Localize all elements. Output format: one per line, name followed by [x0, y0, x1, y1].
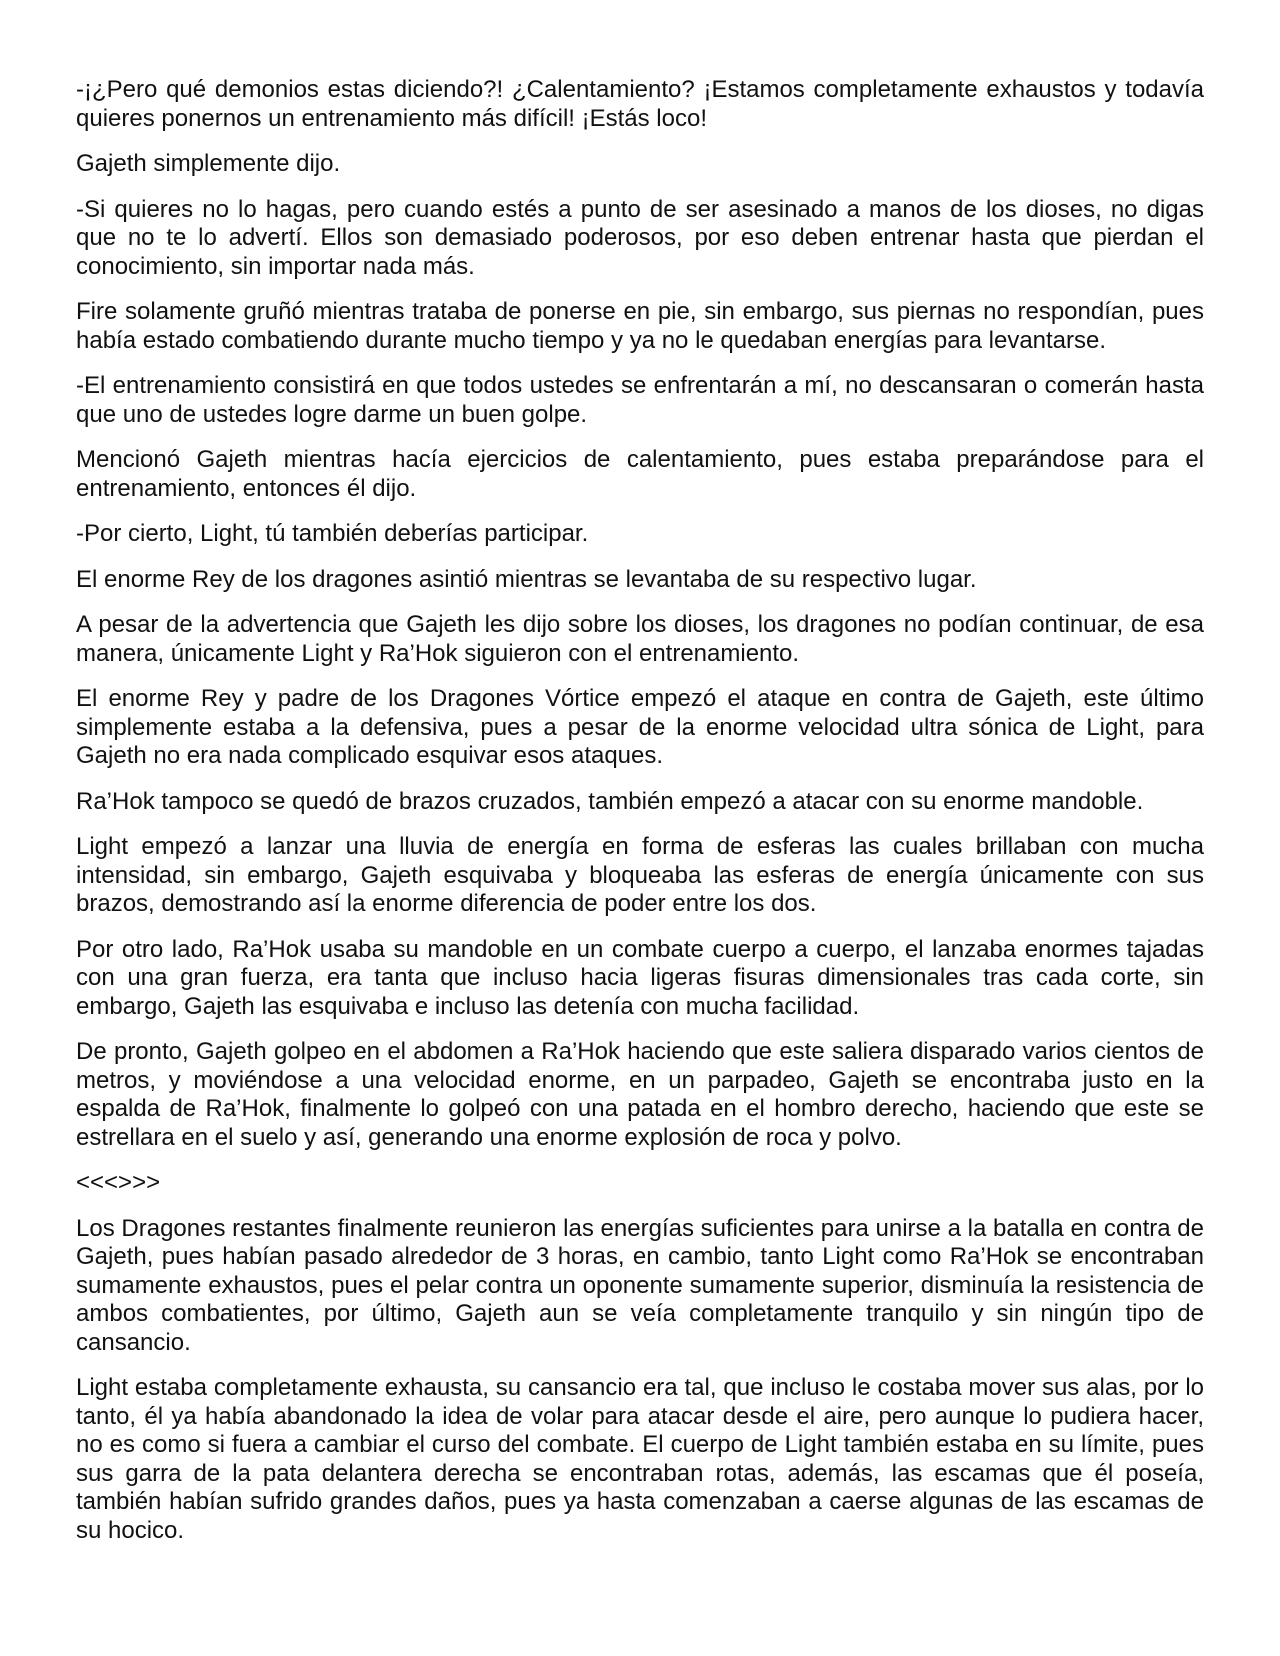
paragraph-1: -¡¿Pero qué demonios estas diciendo?! ¿Calentamiento? ¡Estamos completamente exhaustos y todavía quieres ponernos un entrenamiento más difícil! ¡Estás loco! [76, 76, 1204, 132]
paragraph-7: -Por cierto, Light, tú también deberías participar. [76, 520, 589, 547]
paragraph-14: De pronto, Gajeth golpeo en el abdomen a Ra’Hok haciendo que este saliera disparado varios cientos de metros, y moviéndose a una velocidad enorme, en un parpadeo, Gajeth se encontraba justo en la espalda de Ra’Hok, finalmente lo golpeó con una patada en el hombro derecho, haciendo que este se estrellara en el suelo y así, generando una enorme explosión de roca y polvo. [76, 1038, 1204, 1151]
paragraph-2: Gajeth simplemente dijo. [76, 150, 341, 177]
paragraph-9: A pesar de la advertencia que Gajeth les dijo sobre los dioses, los dragones no podían continuar, de esa manera, únicamente Light y Ra’Hok siguieron con el entrenamiento. [76, 611, 1204, 667]
paragraph-17: Light estaba completamente exhausta, su cansancio era tal, que incluso le costaba mover sus alas, por lo tanto, él ya había abandonado la idea de volar para atacar desde el aire, pero aunque lo pudiera hacer, no es como si fuera a cambiar el curso del combate. El cuerpo de Light también estaba en su límite, pues sus garra de la pata delantera derecha se encontraban rotas, además, las escamas que él poseía, también habían sufrido grandes daños, pues ya hasta comenzaban a caerse algunas de las escamas de su hocico. [76, 1374, 1204, 1544]
paragraph-6: Mencionó Gajeth mientras hacía ejercicios de calentamiento, pues estaba preparándose para el entrenamiento, entonces él dijo. [76, 446, 1204, 502]
scene-separator: <<<>>> [76, 1169, 161, 1196]
paragraph-8: El enorme Rey de los dragones asintió mientras se levantaba de su respectivo lugar. [76, 565, 977, 593]
paragraph-12: Light empezó a lanzar una lluvia de energía en forma de esferas las cuales brillaban con mucha intensidad, sin embargo, Gajeth esquivaba y bloqueaba las esferas de energía únicamente con sus brazos, demostrando así la enorme diferencia de poder entre los dos. [76, 833, 1204, 917]
paragraph-5: -El entrenamiento consistirá en que todos ustedes se enfrentarán a mí, no descansaran o comerán hasta que uno de ustedes logre darme un buen golpe. [76, 372, 1204, 428]
paragraph-3: -Si quieres no lo hagas, pero cuando estés a punto de ser asesinado a manos de los dioses, no digas que no te lo advertí. Ellos son demasiado poderosos, por eso deben entrenar hasta que pierdan el conocimiento, sin importar nada más. [76, 195, 1204, 280]
document-page [76, 76, 1204, 1562]
paragraph-4: Fire solamente gruñó mientras trataba de ponerse en pie, sin embargo, sus piernas no respondían, pues había estado combatiendo durante mucho tiempo y ya no le quedaban energías para levantarse. [76, 298, 1204, 354]
paragraph-13: Por otro lado, Ra’Hok usaba su mandoble en un combate cuerpo a cuerpo, el lanzaba enormes tajadas con una gran fuerza, era tanta que incluso hacia ligeras fisuras dimensionales tras cada corte, sin embargo, Gajeth las esquivaba e incluso las detenía con mucha facilidad. [76, 935, 1204, 1020]
paragraph-16: Los Dragones restantes finalmente reunieron las energías suficientes para unirse a la batalla en contra de Gajeth, pues habían pasado alrededor de 3 horas, en cambio, tanto Light como Ra’Hok se encontraban sumamente exhaustos, pues el pelar contra un oponente sumamente superior, disminuía la resistencia de ambos combatientes, por último, Gajeth aun se veía completamente tranquilo y sin ningún tipo de cansancio. [76, 1214, 1204, 1356]
paragraph-11: Ra’Hok tampoco se quedó de brazos cruzados, también empezó a atacar con su enorme mandoble. [76, 787, 1144, 815]
paragraph-10: El enorme Rey y padre de los Dragones Vórtice empezó el ataque en contra de Gajeth, este último simplemente estaba a la defensiva, pues a pesar de la enorme velocidad ultra sónica de Light, para Gajeth no era nada complicado esquivar esos ataques. [76, 685, 1204, 769]
